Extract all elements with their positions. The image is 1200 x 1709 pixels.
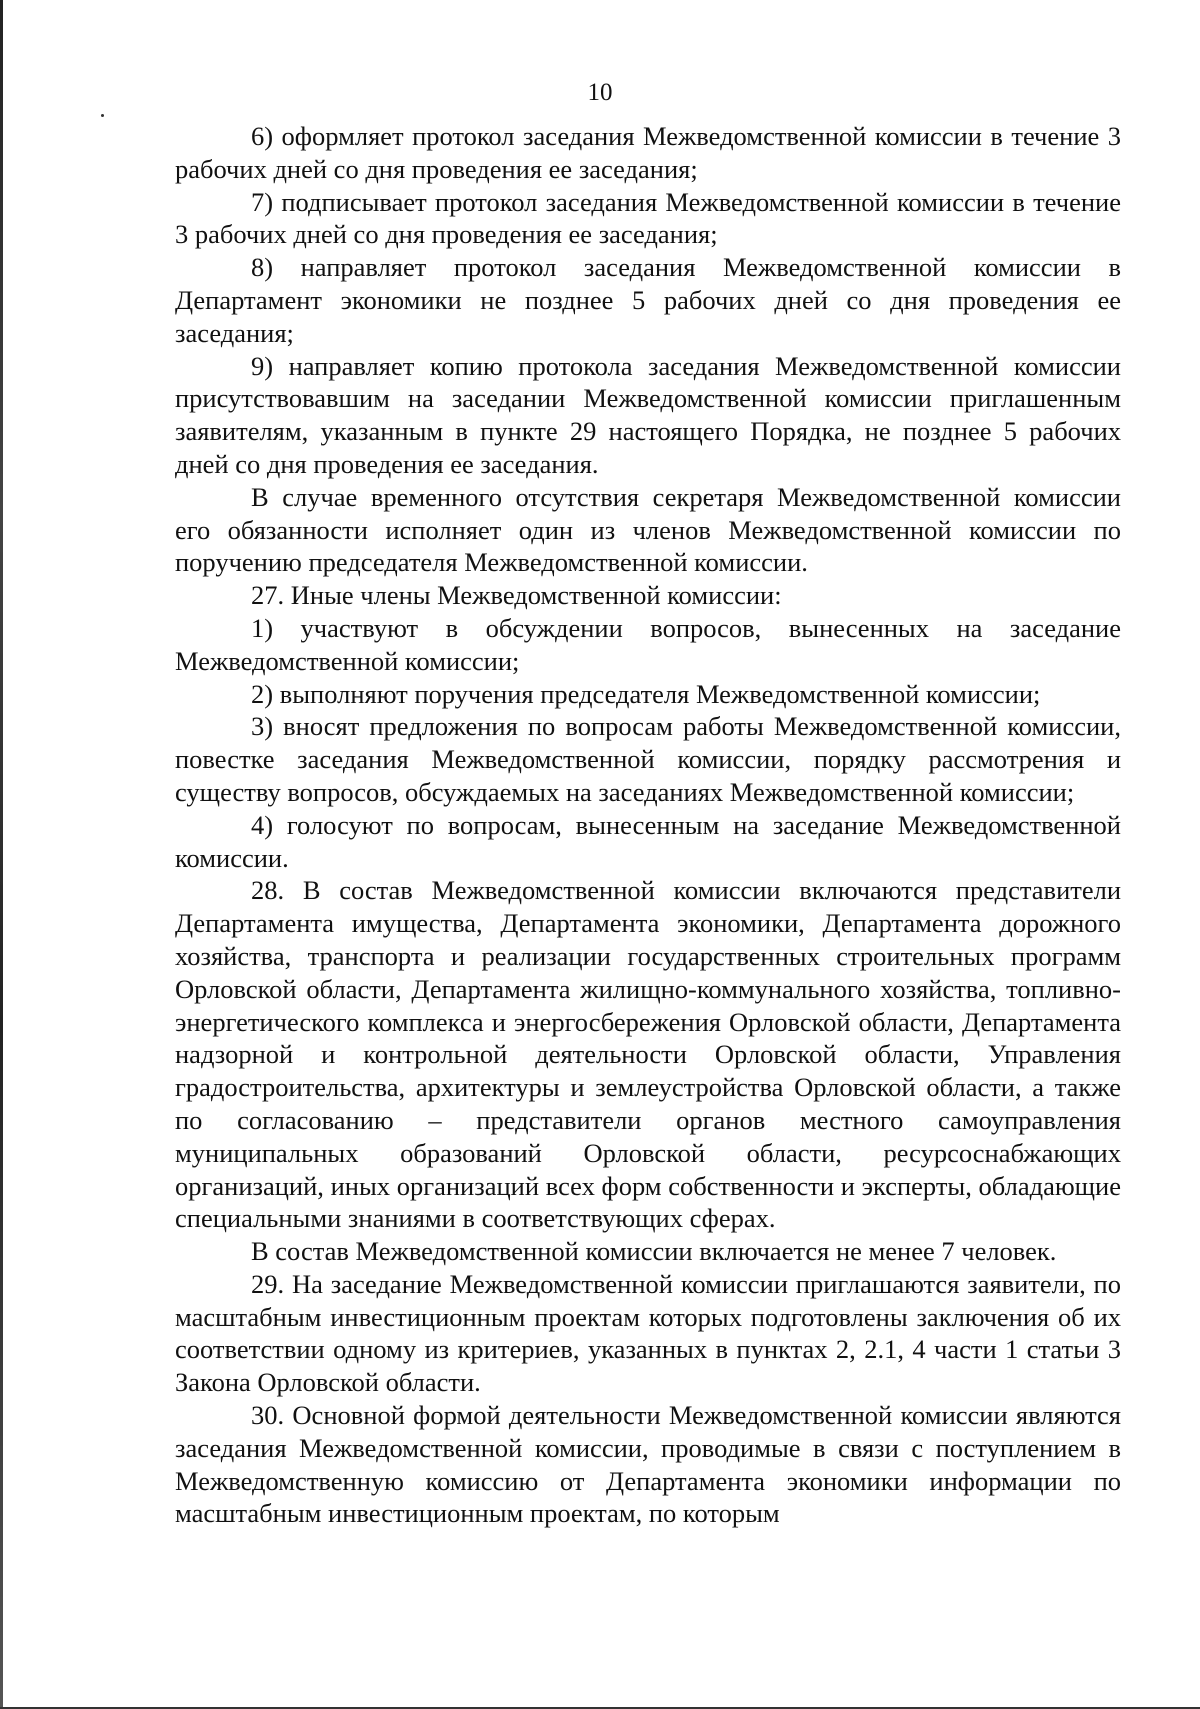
paragraph-item-8: 8) направляет протокол заседания Межведомственной комиссии в Департамент экономики не позднее 5 рабочих дней со дня проведения ее заседания;: [175, 252, 1121, 348]
paragraph-item-6: 6) оформляет протокол заседания Межведомственной комиссии в течение 3 рабочих дней со дня проведения ее заседания;: [175, 121, 1121, 184]
paragraph-27-item-3: 3) вносят предложения по вопросам работы Межведомственной комиссии, повестке заседания Межведомственной комиссии, порядку рассмотрения и существу вопросов, обсуждаемых на заседаниях Межведомственной комиссии;: [175, 711, 1121, 807]
paragraph-27-item-4: 4) голосуют по вопросам, вынесенным на заседание Межведомственной комиссии.: [175, 809, 1121, 873]
paragraph-29: 29. На заседание Межведомственной комиссии приглашаются заявители, по масштабным инвестиционным проектам которых подготовлены заключения об их соответствии одному из критериев, указанных в пунктах 2, 2.1, 4 части 1 статьи 3 Закона Орловской области.: [175, 1268, 1121, 1398]
page-number: 10: [587, 79, 613, 106]
paragraph-item-9: 9) направляет копию протокола заседания Межведомственной комиссии присутствовавшим на заседании Межведомственной комиссии приглашенным заявителям, указанным в пункте 29 настоящего Порядка, не позднее 5 рабочих дней со дня проведения ее заседания.: [175, 350, 1121, 479]
paragraph-30: 30. Основной формой деятельности Межведомственной комиссии являются заседания Межведомственной комиссии, проводимые в связи с поступлением в Межведомственную комиссию от Департамента экономики информации по масштабным инвестиционным проектам, по которым: [175, 1400, 1121, 1529]
paragraph-27-item-1: 1) участвуют в обсуждении вопросов, вынесенных на заседание Межведомственной комиссии;: [175, 612, 1121, 676]
paragraph-secretary-absence: В случае временного отсутствия секретаря Межведомственной комиссии его обязанности исполняет один из членов Межведомственной комиссии по поручению председателя Межведомственной комиссии.: [175, 481, 1121, 578]
scan-edge-left: [0, 0, 3, 1709]
paragraph-item-7: 7) подписывает протокол заседания Межведомственной комиссии в течение 3 рабочих дней со дня проведения ее заседания;: [175, 186, 1121, 250]
paragraph-28-count: В состав Межведомственной комиссии включается не менее 7 человек.: [251, 1236, 1057, 1267]
paragraph-27: 27. Иные члены Межведомственной комиссии:: [251, 580, 782, 611]
paragraph-28: 28. В состав Межведомственной комиссии включаются представители Департамента имущества, Департамента экономики, Департамента дорожного хозяйства, транспорта и реализации государственных строительных программ Орловской области, Департамента жилищно-коммунального хозяйства, топливно-энергетического комплекса и энергосбережения Орловской области, Департамента надзорной и контрольной деятельности Орловской области, Управления градостроительства, архитектуры и землеустройства Орловской области, а также по согласованию – представители органов местного самоуправления муниципальных образований Орловской области, ресурсоснабжающих организаций, иных организаций всех форм собственности и эксперты, обладающие специальными знаниями в соответствующих сферах.: [175, 875, 1121, 1234]
document-body: [175, 120, 1121, 1530]
paragraph-27-item-2: 2) выполняют поручения председателя Межведомственной комиссии;: [251, 678, 1041, 709]
scan-speck: [101, 114, 104, 117]
